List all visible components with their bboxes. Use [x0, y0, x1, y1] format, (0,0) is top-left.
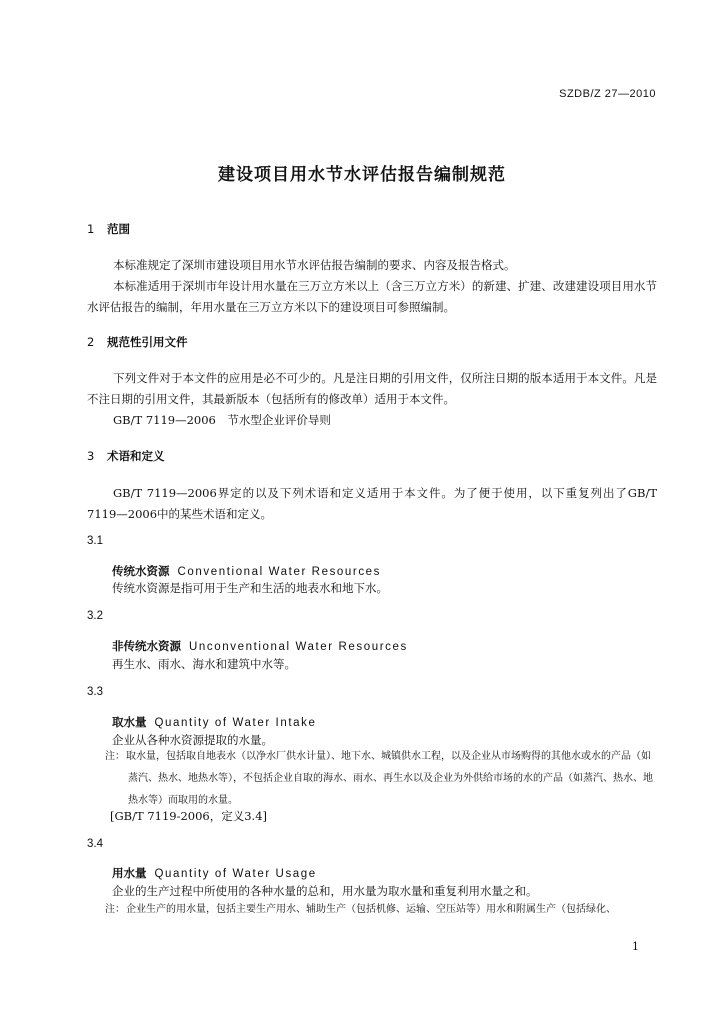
section-number: 1 [87, 222, 95, 236]
term-definition: 企业从各种水资源提取的水量。 [112, 733, 273, 747]
note-label: 注： [105, 904, 125, 915]
clause-number: 3.1 [87, 535, 103, 547]
section-number: 2 [87, 335, 95, 349]
section-title: 范围 [107, 222, 130, 236]
section-number: 3 [87, 449, 95, 463]
section-2-reference: GB/T 7119—2006 节水型企业评价导则 [113, 413, 331, 427]
clause-number: 3.3 [87, 686, 103, 698]
term-english: Unconventional Water Resources [189, 641, 408, 653]
note-label: 注： [105, 751, 125, 762]
clause-number: 3.4 [87, 838, 103, 850]
term-chinese: 用水量 [112, 866, 147, 880]
clause-number: 3.2 [87, 610, 103, 622]
term-english: Quantity of Water Usage [154, 868, 317, 880]
term-english: Conventional Water Resources [177, 566, 382, 578]
term-english: Quantity of Water Intake [154, 717, 317, 729]
standard-code: SZDB/Z 27—2010 [559, 88, 656, 100]
term-definition: 传统水资源是指可用于生产和生活的地表水和地下水。 [112, 581, 388, 595]
term-heading [112, 638, 408, 654]
term-heading [112, 563, 381, 579]
term-note [105, 899, 660, 921]
note-text: 取水量，包括取自地表水（以净水厂供水计量）、地下水、城镇供水工程，以及企业从市场购得的其他水或水的产品（如蒸汽、热水、地热水等），不包括企业自取的海水、雨水、再生水以及企业为外供给市场的水的产品（如蒸汽、热水、地热水等）而取用的水量。 [126, 751, 653, 806]
section-1-paragraph-2: 本标准适用于深圳市年设计用水量在三万立方米以上（含三万立方米）的新建、扩建、改建建设项目用水节水评估报告的编制，年用水量在三万立方米以下的建设项目可参照编制。 [87, 279, 657, 314]
section-2-paragraph-1: 下列文件对于本文件的应用是必不可少的。凡是注日期的引用文件，仅所注日期的版本适用于本文件。凡是不注日期的引用文件，其最新版本（包括所有的修改单）适用于本文件。 [87, 371, 657, 406]
section-title: 规范性引用文件 [107, 335, 188, 349]
section-3-heading [87, 448, 165, 464]
term-source-reference: [GB/T 7119-2006，定义3.4] [110, 809, 268, 823]
term-chinese: 取水量 [112, 715, 147, 729]
section-1-heading [87, 221, 130, 237]
note-text: 企业生产的用水量，包括主要生产用水、辅助生产（包括机修、运输、空压站等）用水和附属生产（包括绿化、 [126, 904, 616, 915]
section-title: 术语和定义 [107, 449, 165, 463]
term-chinese: 非传统水资源 [112, 639, 181, 653]
term-heading [112, 714, 316, 730]
term-note [105, 746, 660, 812]
term-definition: 企业的生产过程中所使用的各种水量的总和，用水量为取水量和重复利用水量之和。 [112, 884, 538, 898]
term-heading [112, 865, 317, 881]
term-definition: 再生水、雨水、海水和建筑中水等。 [112, 657, 296, 671]
section-3-paragraph-1: GB/T 7119—2006界定的以及下列术语和定义适用于本文件。为了便于使用，以下重复列出了GB/T 7119—2006中的某些术语和定义。 [87, 486, 657, 521]
section-2-heading [87, 334, 188, 350]
term-chinese: 传统水资源 [112, 564, 170, 578]
section-1-paragraph-1: 本标准规定了深圳市建设项目用水节水评估报告编制的要求、内容及报告格式。 [113, 258, 516, 272]
document-title: 建设项目用水节水评估报告编制规范 [218, 165, 506, 185]
page-number: 1 [632, 940, 639, 953]
